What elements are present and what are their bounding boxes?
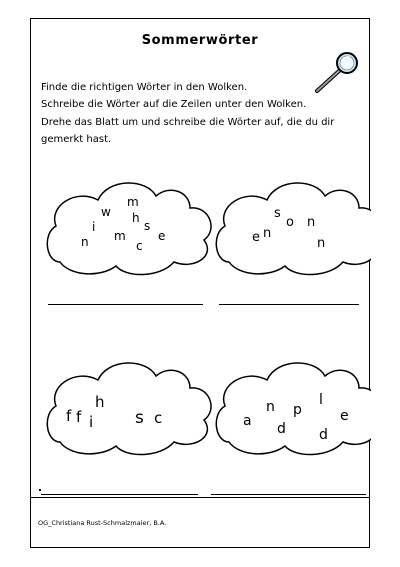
cloud-letter: w [101,205,111,219]
cloud-3 [47,363,211,455]
cloud-letter: l [319,392,323,408]
cloud-letter: e [158,229,166,243]
cloud-letter: n [263,226,272,241]
cloud-letter: s [144,219,151,233]
cloud-letter: f [76,408,82,426]
cloud-letter: o [286,215,294,230]
instruction-line-4: gemerkt hast. [41,134,112,145]
cloud-letter: n [317,236,326,251]
cloud-letter: a [243,413,252,429]
cloud-letter: i [89,413,94,431]
cloud-letter: e [252,230,260,245]
cloud-1 [47,183,211,275]
cloud-letter: h [95,393,105,411]
cloud-letter: m [127,195,139,209]
cloud-letter: n [307,215,316,230]
cloud-letter: c [154,409,163,427]
writing-line[interactable] [48,304,203,305]
cloud-2 [216,183,371,275]
cloud-letter: d [277,421,286,437]
instruction-line-3: Drehe das Blatt um und schreibe die Wörter auf, die du dir [41,117,335,128]
writing-line[interactable] [41,494,198,495]
cloud-letter: c [136,239,143,253]
page-title: Sommerwörter [141,33,259,48]
writing-line[interactable] [211,494,366,495]
cloud-letter: s [135,408,144,428]
cloud-letter: n [266,399,275,415]
cloud-letter: d [319,427,328,443]
footer-divider [31,497,369,498]
writing-line[interactable] [219,304,359,305]
instruction-line-2: Schreibe die Wörter auf die Zeilen unter den Wolken. [41,99,307,110]
worksheet [30,18,370,548]
cloud-letter: n [81,235,89,249]
cloud-letter: p [293,402,302,418]
cloud-letter: h [132,211,140,225]
instruction-line-1: Finde die richtigen Wörter in den Wolken. [41,82,248,93]
cloud-4 [216,363,371,455]
footer-credit: OG_Christiana Rust-Schmalzmaier, B.A. [38,519,167,527]
cloud-letter: s [274,206,281,221]
clouds-area [31,19,371,549]
cloud-letter: e [340,408,349,424]
cloud-letter: m [114,229,126,243]
cloud-letter: i [92,220,96,234]
cloud-letter: f [66,407,72,425]
dot-mark [39,489,41,491]
